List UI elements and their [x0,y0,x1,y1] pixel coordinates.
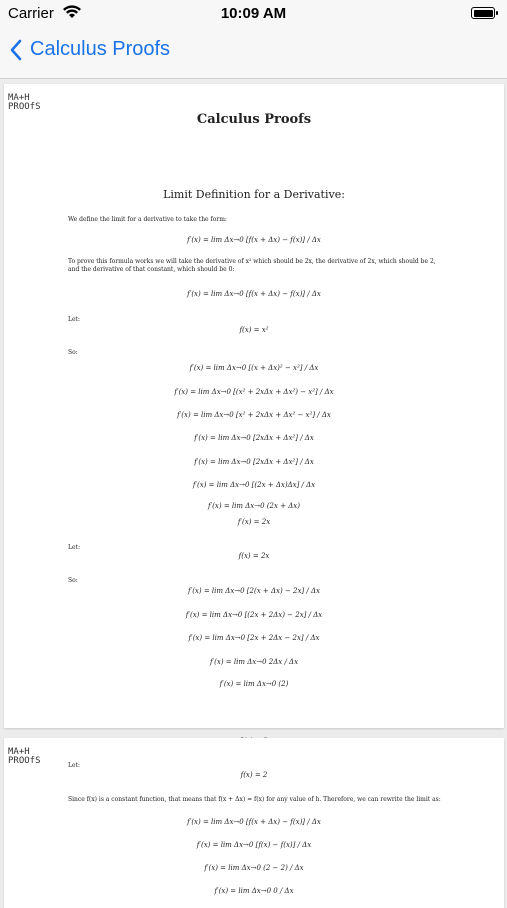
equation-step: f′(x) = 2x [237,518,271,526]
status-bar [0,0,507,28]
equation-step: f′(x) = lim Δx→0 [x² + 2xΔx + Δx² − x²] / Δx [177,411,331,419]
chevron-left-icon [10,39,22,61]
equation-step: f′(x) = lim Δx→0 [(2x + 2Δx) − 2x] / Δx [185,611,323,619]
equation-step: f′(x) = lim Δx→0 [2(x + Δx) − 2x] / Δx [188,587,320,595]
clock: 10:09 AM [220,5,287,22]
so-label: So: [68,349,78,356]
math-proofs-logo: MA+H PROOfS [8,747,41,766]
intro-paragraph: We define the limit for a derivative to take the form: [68,216,227,223]
pdf-page-1[interactable] [4,84,504,728]
prove-paragraph: To prove this formula works we will take the derivative of x² which should be 2x, the derivative of 2x, which should be 2, and the derivative of that constant, which should be 0: [68,258,436,273]
so-label: So: [68,577,78,584]
equation-step: f′(x) = lim Δx→0 (2 − 2) / Δx [204,864,304,872]
equation-step: f′(x) = lim Δx→0 0 / Δx [214,887,294,895]
constant-paragraph: Since f(x) is a constant function, that means that f(x + Δx) = f(x) for any value of h. Therefore, we can rewrite the limit as: [68,796,441,803]
let-label: Let: [68,762,80,769]
equation-step: f′(x) = lim Δx→0 [(2x + Δx)Δx] / Δx [192,481,316,489]
back-button[interactable] [10,38,170,61]
carrier-label: Carrier [8,5,54,22]
pdf-page-2[interactable] [4,738,504,908]
navigation-bar [0,28,507,79]
equation: f′(x) = lim Δx→0 [f(x + Δx) − f(x)] / Δx [187,236,321,244]
equation: f(x) = 2x [238,552,270,560]
equation-step: f′(x) = lim Δx→0 [f(x + Δx) − f(x)] / Δx [187,818,321,826]
section-title: Limit Definition for a Derivative: [163,188,345,201]
equation-step: f′(x) = lim Δx→0 [f(x) − f(x)] / Δx [196,841,312,849]
equation-step: f′(x) = lim Δx→0 (2x + Δx) [208,502,300,510]
equation: f′(x) = lim Δx→0 [f(x + Δx) − f(x)] / Δx [187,290,321,298]
battery-icon [471,7,495,19]
equation-step: f′(x) = lim Δx→0 [(x + Δx)² − x²] / Δx [189,364,319,372]
let-label: Let: [68,544,80,551]
equation-step: f′(x) = lim Δx→0 [2xΔx + Δx²] / Δx [194,434,314,442]
equation: f(x) = x² [239,326,269,334]
equation: f(x) = 2 [240,771,268,779]
equation-step: f′(x) = lim Δx→0 [2x + 2Δx − 2x] / Δx [188,634,320,642]
equation-step: f′(x) = lim Δx→0 [(x² + 2xΔx + Δx²) − x²] / Δx [174,388,334,396]
math-proofs-logo: MA+H PROOfS [8,93,41,112]
let-label: Let: [68,316,80,323]
back-label: Calculus Proofs [30,38,171,60]
equation-step: f′(x) = lim Δx→0 2Δx / Δx [209,658,299,666]
equation-step: f′(x) = lim Δx→0 [2xΔx + Δx²] / Δx [194,458,314,466]
equation-step: f′(x) = lim Δx→0 (2) [219,680,289,688]
document-title: Calculus Proofs [196,112,312,127]
